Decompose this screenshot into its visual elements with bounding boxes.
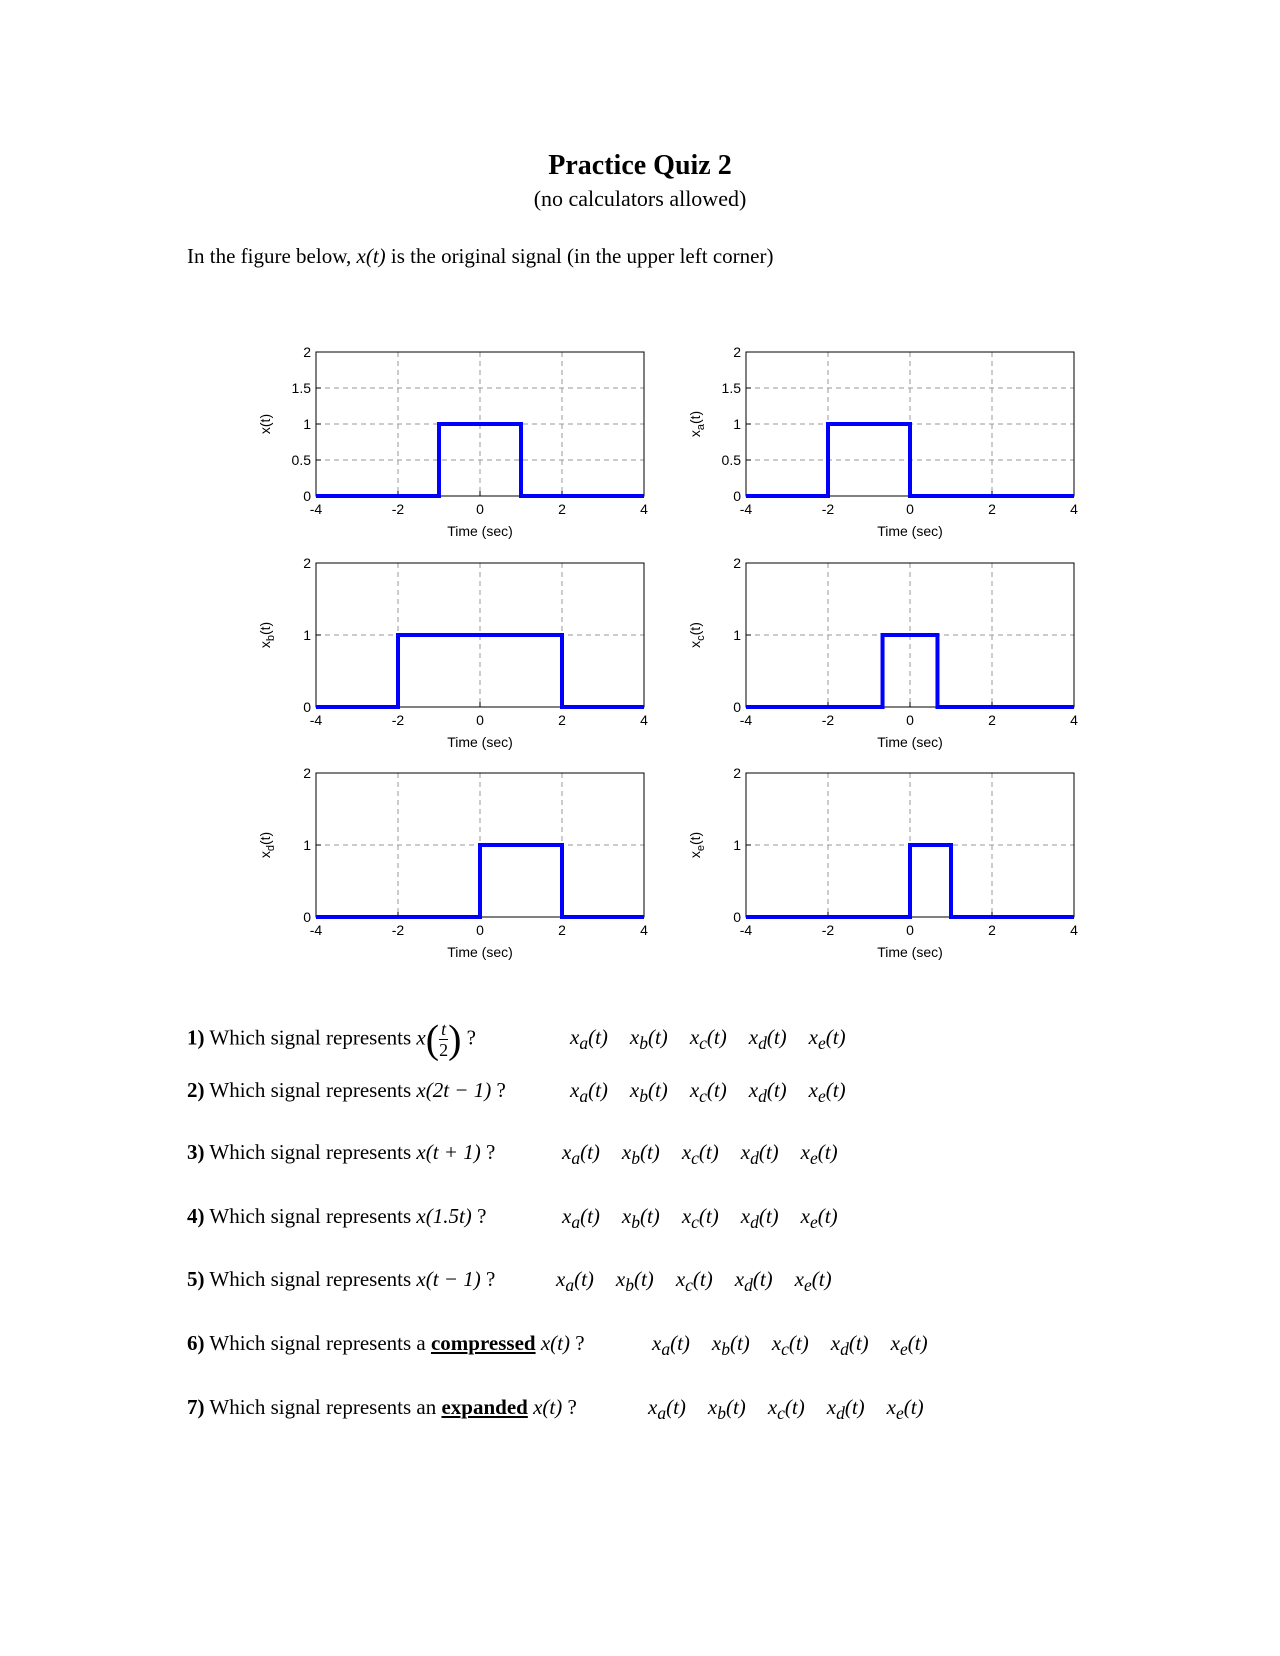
answer-option[interactable]: $x_a(t)$ [570,1025,608,1054]
answer-option[interactable]: $x_a(t)$ [562,1204,600,1233]
x-tick-label: 2 [558,501,566,517]
answer-option[interactable]: $x_b(t)$ [711,1331,750,1360]
x-tick-label: -2 [391,501,405,517]
plot-6 [687,773,1074,917]
answer-option[interactable]: $x_c(t)$ [681,1204,719,1233]
question-4 [187,1198,838,1234]
question-text: Which signal represents [209,1025,412,1050]
x-tick-label: 4 [640,922,648,938]
x-tick-label: 2 [988,712,996,728]
x-tick-label: 0 [906,501,914,517]
y-tick-label: 2 [303,344,311,360]
x-tick-label: 0 [476,712,484,728]
question-keyword: compressed [430,1331,536,1355]
y-tick-label: 0.5 [291,452,311,468]
x-axis-label: Time (sec) [877,734,943,750]
answer-option[interactable]: $x_d(t)$ [826,1395,865,1424]
y-axis-label: $x_c(t)$ [687,622,707,648]
question-expr: x(t) [533,1395,563,1419]
question-mark: ? [567,1395,577,1419]
x-tick-label: -2 [821,922,835,938]
x-axis-label: Time (sec) [877,944,943,960]
question-expr: x(t + 1) [416,1140,481,1164]
y-tick-label: 0 [733,488,741,504]
question-number: 6) [187,1331,205,1355]
y-tick-label: 1 [303,416,311,432]
x-axis-label: Time (sec) [447,734,513,750]
answer-option[interactable]: $x_e(t)$ [808,1078,846,1107]
x-tick-label: -2 [821,501,835,517]
x-tick-label: 4 [640,712,648,728]
x-tick-label: -2 [391,712,405,728]
signal-line [746,845,1074,917]
answer-options [570,1019,868,1061]
answer-option[interactable]: $x_d(t)$ [830,1331,869,1360]
x-tick-label: 2 [988,501,996,517]
y-tick-label: 2 [303,555,311,571]
y-tick-label: 2 [733,555,741,571]
y-tick-label: 1.5 [721,380,741,396]
question-expr: x [416,1025,426,1050]
answer-option[interactable]: $x_b(t)$ [629,1078,668,1107]
signal-line [316,845,644,917]
y-axis-label: $x_e(t)$ [687,831,707,859]
y-axis-label: $x_a(t)$ [687,410,707,438]
question-text: Which signal represents an [209,1395,437,1419]
question-3 [187,1134,838,1170]
plot-3 [257,563,644,707]
y-tick-label: 2 [303,765,311,781]
y-tick-label: 2 [733,765,741,781]
answer-option[interactable]: $x_d(t)$ [740,1140,779,1169]
answer-option[interactable]: $x_c(t)$ [689,1078,727,1107]
page-subtitle: (no calculators allowed) [533,186,747,211]
question-mark: ? [477,1204,487,1228]
answer-option[interactable]: $x_b(t)$ [621,1140,660,1169]
y-tick-label: 0 [303,699,311,715]
x-tick-label: -4 [309,501,323,517]
answer-options [556,1261,854,1303]
question-expr: x(1.5t) [416,1204,472,1228]
answer-option[interactable]: $x_b(t)$ [621,1204,660,1233]
y-tick-label: 0 [733,699,741,715]
plot-5 [257,773,644,917]
answer-options [652,1325,950,1367]
answer-options [648,1389,946,1431]
answer-option[interactable]: $x_a(t)$ [556,1267,594,1296]
question-7 [187,1389,924,1425]
answer-option[interactable]: $x_a(t)$ [652,1331,690,1360]
intro-signal: x(t) [356,244,386,268]
answer-option[interactable]: $x_e(t)$ [886,1395,924,1424]
y-axis-label: $x_d(t)$ [257,831,277,859]
x-axis-label: Time (sec) [447,944,513,960]
x-tick-label: 0 [906,712,914,728]
y-tick-label: 1.5 [291,380,311,396]
x-tick-label: -4 [739,922,753,938]
answer-options [562,1134,860,1176]
question-1: 1) Which signal represents x( $\frac{t}{2}$ ) ? $x_a(t)$ $x_b(t)$ $x_c(t)$ $x_d(t)$ $x_e(t)$ [187,1019,476,1055]
question-mark: ? [485,1140,496,1164]
answer-option[interactable]: $x_e(t)$ [890,1331,928,1360]
question-text: Which signal represents [209,1267,412,1291]
answer-option[interactable]: $x_c(t)$ [681,1140,719,1169]
answer-option[interactable]: $x_d(t)$ [734,1267,773,1296]
y-tick-label: 1 [733,416,741,432]
plot-1 [257,352,644,496]
question-mark: ? [575,1331,585,1355]
page-title: Practice Quiz 2 [548,150,732,181]
answer-option[interactable]: $x_e(t)$ [794,1267,832,1296]
question-number: 5) [187,1267,205,1291]
x-tick-label: 0 [476,922,484,938]
y-tick-label: 0 [303,488,311,504]
question-text: Which signal represents a [209,1331,426,1355]
x-tick-label: 0 [906,922,914,938]
question-number: 2) [187,1078,205,1102]
plot-4 [687,563,1074,707]
answer-options [570,1072,868,1114]
question-mark: ? [485,1267,496,1291]
answer-option[interactable]: $x_c(t)$ [767,1395,805,1424]
question-text: Which signal represents [209,1140,412,1164]
y-tick-label: 0.5 [721,452,741,468]
answer-option[interactable]: $x_b(t)$ [615,1267,654,1296]
plot-2 [687,352,1074,496]
x-tick-label: 4 [640,501,648,517]
question-expr: x(t) [540,1331,570,1355]
y-axis-label: $x_b(t)$ [257,621,277,649]
x-tick-label: 2 [558,922,566,938]
answer-option[interactable]: $x_b(t)$ [629,1025,668,1054]
intro-after: is the original signal (in the upper left corner) [390,244,774,268]
y-tick-label: 1 [733,837,741,853]
intro-before: In the figure below, [187,244,352,268]
answer-option[interactable]: $x_a(t)$ [570,1078,608,1107]
answer-option[interactable]: $x_e(t)$ [800,1204,838,1233]
answer-option[interactable]: $x_c(t)$ [689,1025,727,1054]
answer-option[interactable]: $x_e(t)$ [800,1140,838,1169]
question-mark: ? [496,1078,506,1102]
question-2 [187,1072,846,1108]
x-tick-label: 4 [1070,712,1078,728]
question-text: Which signal represents [209,1078,412,1102]
question-number: 7) [187,1395,205,1419]
x-axis-label: Time (sec) [447,523,513,539]
x-tick-label: 4 [1070,501,1078,517]
answer-option[interactable]: $x_d(t)$ [748,1025,787,1054]
answer-option[interactable]: $x_e(t)$ [808,1025,846,1054]
answer-option[interactable]: $x_d(t)$ [748,1078,787,1107]
y-axis-label: x(t) [257,413,273,435]
x-axis-label: Time (sec) [877,523,943,539]
question-number: 1) [187,1025,205,1050]
y-tick-label: 1 [303,837,311,853]
answer-option[interactable]: $x_c(t)$ [771,1331,809,1360]
x-tick-label: -4 [739,501,753,517]
answer-option[interactable]: $x_a(t)$ [562,1140,600,1169]
question-expr: x(2t − 1) [416,1078,492,1102]
question-number: 4) [187,1204,205,1228]
y-tick-label: 1 [303,627,311,643]
y-tick-label: 0 [733,909,741,925]
question-5 [187,1261,832,1297]
question-keyword: expanded [441,1395,528,1419]
answer-options [562,1198,860,1240]
question-mark: ? [466,1025,476,1050]
x-tick-label: -4 [309,712,323,728]
x-tick-label: 2 [988,922,996,938]
question-6 [187,1325,928,1361]
y-tick-label: 0 [303,909,311,925]
x-tick-label: -4 [309,922,323,938]
fraction: $\frac{t}{2}$ [439,1019,449,1060]
x-tick-label: 0 [476,501,484,517]
x-tick-label: -2 [391,922,405,938]
x-tick-label: -2 [821,712,835,728]
answer-option[interactable]: $x_c(t)$ [675,1267,713,1296]
answer-option[interactable]: $x_d(t)$ [740,1204,779,1233]
question-expr: x(t − 1) [416,1267,481,1291]
answer-option[interactable]: $x_a(t)$ [648,1395,686,1424]
question-text: Which signal represents [209,1204,412,1228]
x-tick-label: 4 [1070,922,1078,938]
x-tick-label: 2 [558,712,566,728]
y-tick-label: 1 [733,627,741,643]
answer-option[interactable]: $x_b(t)$ [707,1395,746,1424]
question-number: 3) [187,1140,205,1164]
x-tick-label: -4 [739,712,753,728]
y-tick-label: 2 [733,344,741,360]
